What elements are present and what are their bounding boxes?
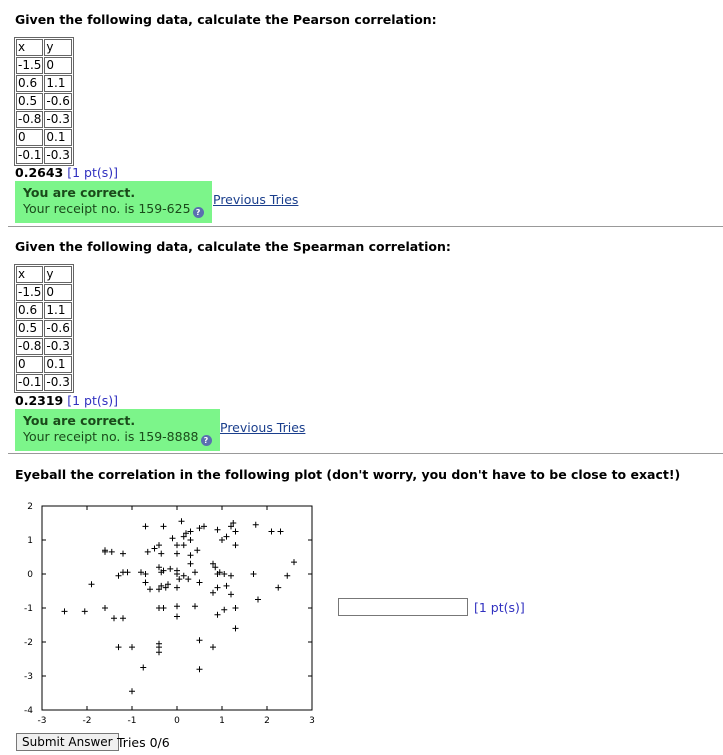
y-tick-label: -4 bbox=[24, 706, 33, 716]
scatter-point bbox=[62, 608, 68, 614]
table-row bbox=[16, 356, 72, 373]
scatter-point bbox=[161, 523, 167, 529]
scatter-point bbox=[255, 597, 261, 603]
table-cell-y: -0.6 bbox=[46, 94, 70, 108]
question-1-answer-value: 0.2643 bbox=[15, 165, 64, 180]
table-cell-x: 0 bbox=[16, 356, 43, 373]
scatter-point bbox=[251, 571, 257, 577]
tries-counter: Tries 0/6 bbox=[117, 735, 170, 750]
question-1-receipt: Your receipt no. is 159-625 bbox=[23, 201, 191, 216]
table-cell-x: x bbox=[16, 266, 43, 283]
table-row bbox=[16, 75, 72, 92]
table-row bbox=[16, 57, 72, 74]
table-row bbox=[16, 129, 72, 146]
table-cell-y: y bbox=[44, 39, 71, 56]
scatter-point bbox=[116, 644, 122, 650]
scatter-point bbox=[174, 542, 180, 548]
scatter-point bbox=[156, 564, 162, 570]
scatter-point bbox=[116, 573, 122, 579]
scatter-point bbox=[143, 580, 149, 586]
table-cell-y: -0.3 bbox=[46, 112, 70, 126]
y-tick-label: -1 bbox=[24, 604, 33, 614]
y-tick-label: -2 bbox=[24, 638, 33, 648]
x-tick-label: -3 bbox=[37, 716, 47, 725]
scatter-point bbox=[89, 581, 95, 587]
scatter-point bbox=[269, 529, 275, 535]
scatter-point bbox=[129, 644, 135, 650]
scatter-point bbox=[197, 580, 203, 586]
question-1-previous-tries-link[interactable]: Previous Tries bbox=[213, 192, 299, 207]
table-row bbox=[16, 320, 72, 337]
table-cell-y: 0 bbox=[44, 57, 71, 74]
table-cell-x: 0.5 bbox=[16, 93, 43, 110]
scatter-point bbox=[143, 523, 149, 529]
scatter-point bbox=[215, 585, 221, 591]
question-2-points: [1 pt(s)] bbox=[67, 393, 119, 408]
scatter-point bbox=[145, 549, 151, 555]
scatter-point bbox=[188, 552, 194, 558]
table-row bbox=[16, 302, 72, 319]
table-cell-x: -0.1 bbox=[18, 375, 42, 389]
scatter-point bbox=[221, 607, 227, 613]
question-1-data-table bbox=[14, 37, 74, 166]
x-tick-label: -2 bbox=[82, 716, 92, 725]
scatter-point bbox=[156, 649, 162, 655]
scatter-point bbox=[152, 546, 158, 552]
scatter-point bbox=[228, 591, 234, 597]
question-2-correct-text: You are correct. bbox=[23, 413, 136, 428]
scatter-point bbox=[111, 615, 117, 621]
table-cell-y: -0.3 bbox=[46, 375, 70, 389]
table-cell-x: -0.8 bbox=[18, 339, 42, 353]
y-tick-label: 0 bbox=[27, 570, 33, 580]
scatter-point bbox=[275, 585, 281, 591]
scatter-point bbox=[233, 605, 239, 611]
scatter-point bbox=[129, 688, 135, 694]
scatter-point bbox=[224, 583, 230, 589]
separator bbox=[8, 453, 723, 454]
scatter-point bbox=[188, 561, 194, 567]
table-cell-y: 0.1 bbox=[44, 129, 71, 146]
scatter-point bbox=[125, 569, 131, 575]
scatter-point bbox=[188, 537, 194, 543]
question-1-receipt-line bbox=[23, 201, 204, 218]
scatter-point bbox=[181, 542, 187, 548]
question-2-answer-line bbox=[15, 393, 118, 408]
question-2-correct-box bbox=[15, 409, 220, 451]
question-2-previous-tries-link[interactable]: Previous Tries bbox=[220, 420, 306, 435]
table-cell-y: y bbox=[44, 266, 71, 283]
scatter-point bbox=[233, 625, 239, 631]
table-cell-x: 0.6 bbox=[16, 75, 43, 92]
table-row bbox=[16, 338, 72, 355]
table-cell-y: 0 bbox=[44, 284, 71, 301]
y-tick-label: -3 bbox=[24, 672, 33, 682]
question-1-correct-text: You are correct. bbox=[23, 185, 136, 200]
x-tick-label: -1 bbox=[127, 716, 137, 725]
scatter-point bbox=[167, 566, 173, 572]
scatter-point bbox=[215, 612, 221, 618]
scatter-point bbox=[120, 551, 126, 557]
question-2-receipt: Your receipt no. is 159-8888 bbox=[23, 429, 199, 444]
correlation-answer-input[interactable] bbox=[338, 598, 468, 616]
scatter-point bbox=[170, 535, 176, 541]
help-icon[interactable]: ? bbox=[201, 435, 212, 446]
table-cell-y: -0.6 bbox=[46, 321, 70, 335]
question-2-data-table bbox=[14, 264, 74, 393]
question-2-answer-value: 0.2319 bbox=[15, 393, 64, 408]
table-cell-y: -0.3 bbox=[46, 148, 70, 162]
table-cell-x: 0.6 bbox=[16, 302, 43, 319]
question-1-title: Given the following data, calculate the Pearson correlation: bbox=[15, 12, 437, 27]
scatter-point bbox=[147, 586, 153, 592]
scatter-point bbox=[109, 549, 115, 555]
scatter-point bbox=[179, 518, 185, 524]
table-row bbox=[16, 284, 72, 301]
scatter-point bbox=[174, 603, 180, 609]
question-3-title: Eyeball the correlation in the following plot (don't worry, you don't have to be close to exact!) bbox=[15, 467, 681, 482]
scatter-point bbox=[120, 615, 126, 621]
help-icon[interactable]: ? bbox=[193, 207, 204, 218]
table-cell-x: x bbox=[16, 39, 43, 56]
scatter-point bbox=[156, 542, 162, 548]
scatter-point bbox=[233, 529, 239, 535]
scatter-point bbox=[228, 573, 234, 579]
table-cell-y: 0.1 bbox=[44, 356, 71, 373]
table-cell-y: 1.1 bbox=[44, 75, 71, 92]
table-row bbox=[16, 39, 72, 56]
scatter-point bbox=[224, 534, 230, 540]
question-1-correct-box bbox=[15, 181, 212, 223]
scatter-point bbox=[181, 573, 187, 579]
scatter-point bbox=[210, 644, 216, 650]
question-1-points: [1 pt(s)] bbox=[67, 165, 119, 180]
x-tick-label: 0 bbox=[174, 716, 180, 725]
scatter-point bbox=[82, 608, 88, 614]
y-tick-label: 1 bbox=[27, 536, 33, 546]
table-cell-x: 0.5 bbox=[16, 320, 43, 337]
scatter-point bbox=[215, 527, 221, 533]
scatter-point bbox=[253, 522, 259, 528]
scatter-point bbox=[278, 529, 284, 535]
scatter-point bbox=[158, 551, 164, 557]
table-cell-y: 1.1 bbox=[44, 302, 71, 319]
question-1-answer-line bbox=[15, 165, 118, 180]
separator bbox=[8, 226, 723, 227]
table-row bbox=[16, 93, 72, 110]
x-tick-label: 1 bbox=[219, 716, 225, 725]
x-tick-label: 3 bbox=[309, 716, 315, 725]
scatter-point bbox=[219, 537, 225, 543]
scatter-point bbox=[291, 559, 297, 565]
table-cell-y: -0.3 bbox=[46, 339, 70, 353]
y-tick-label: 2 bbox=[27, 502, 33, 512]
scatter-point bbox=[192, 569, 198, 575]
scatter-point bbox=[284, 573, 290, 579]
table-row bbox=[16, 147, 72, 164]
table-cell-x: 0 bbox=[16, 129, 43, 146]
table-cell-x: -0.8 bbox=[18, 112, 42, 126]
scatter-plot bbox=[15, 497, 320, 725]
scatter-point bbox=[197, 637, 203, 643]
table-row bbox=[16, 374, 72, 391]
question-2-receipt-line bbox=[23, 429, 212, 446]
scatter-point bbox=[140, 665, 146, 671]
table-cell-x: -1.5 bbox=[18, 285, 42, 299]
scatter-point bbox=[174, 614, 180, 620]
scatter-point bbox=[174, 571, 180, 577]
table-cell-x: -1.5 bbox=[18, 58, 42, 72]
scatter-point bbox=[210, 590, 216, 596]
scatter-point bbox=[197, 666, 203, 672]
scatter-point bbox=[156, 644, 162, 650]
scatter-point bbox=[174, 585, 180, 591]
scatter-point bbox=[174, 551, 180, 557]
question-3-points: [1 pt(s)] bbox=[474, 600, 525, 615]
submit-answer-button[interactable]: Submit Answer bbox=[16, 733, 119, 751]
x-tick-label: 2 bbox=[264, 716, 270, 725]
scatter-point bbox=[185, 576, 191, 582]
scatter-point bbox=[194, 547, 200, 553]
scatter-point bbox=[233, 542, 239, 548]
table-row bbox=[16, 111, 72, 128]
table-row bbox=[16, 266, 72, 283]
scatter-point bbox=[102, 605, 108, 611]
scatter-point bbox=[161, 605, 167, 611]
question-2-title: Given the following data, calculate the Spearman correlation: bbox=[15, 239, 451, 254]
table-cell-x: -0.1 bbox=[18, 148, 42, 162]
scatter-point bbox=[192, 603, 198, 609]
